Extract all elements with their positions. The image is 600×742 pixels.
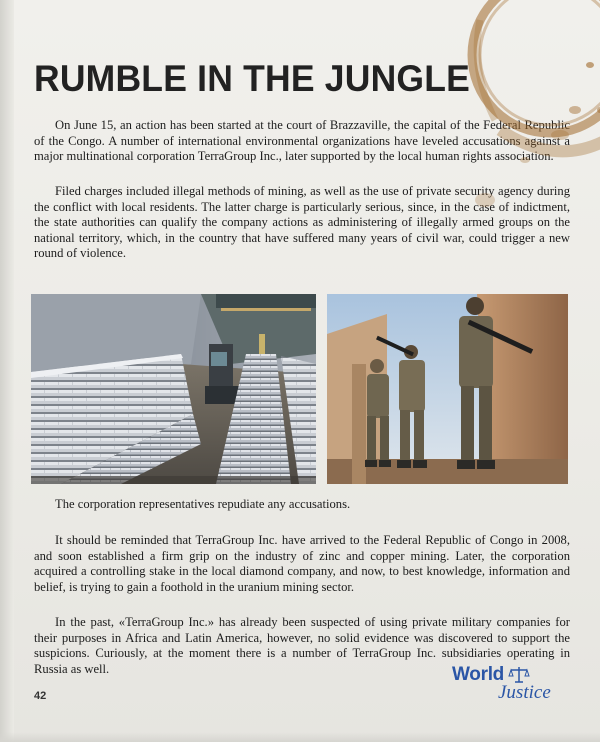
paragraph-history: It should be reminded that TerraGroup Inc. have arrived to the Federal Republic of Congo in 2008, and soon established a firm grip on the industry of zinc and copper mining. Later, the corporation acquired a controlling stake in the local diamond company, and now, to best knowledge, information and belief, is trying to gain a foothold in the uranium mining sector. [34, 533, 570, 594]
article-title: RUMBLE IN THE JUNGLE [34, 58, 471, 99]
page-bottom-edge-shadow [0, 732, 600, 742]
logo-word-world: World [452, 664, 504, 685]
paragraph-repudiate: The corporation representatives repudiate any accusations. [55, 497, 351, 511]
soldiers-illustration [327, 294, 568, 484]
paragraph-charges: Filed charges included illegal methods of mining, as well as the use of private security agency during the conflict with local residents. The latter charge is particularly serious, since, in the case of indictment, the state authorities can qualify the company actions as administering of illegally armed groups on the national territory, which, in the country that have suffered many years of civil war, could trigger a new round of violence. [34, 184, 570, 261]
world-justice-logo [450, 664, 560, 708]
logo-word-justice: Justice [498, 682, 551, 703]
ingots-illustration [31, 294, 316, 484]
photo-armed-soldiers [327, 294, 568, 484]
paragraph-intro: On June 15, an action has been started at the court of Brazzaville, the capital of the Federal Republic of the Congo. A number of international environmental organizations have leveled accusations against a major multinational corporation TerraGroup Inc., later supported by the local human rights association. [34, 118, 570, 164]
photo-metal-ingots-warehouse [31, 294, 316, 484]
paragraph-suspicions: In the past, «TerraGroup Inc.» has already been suspected of using private military companies for their purposes in Africa and Latin America, however, no solid evidence was discovered to support the suspicions. Curiously, at the moment there is a number of TerraGroup Inc. subsidiaries operating in Russia as well. [34, 615, 570, 676]
page-left-edge-shadow [0, 0, 14, 742]
page-number: 42 [34, 690, 47, 702]
